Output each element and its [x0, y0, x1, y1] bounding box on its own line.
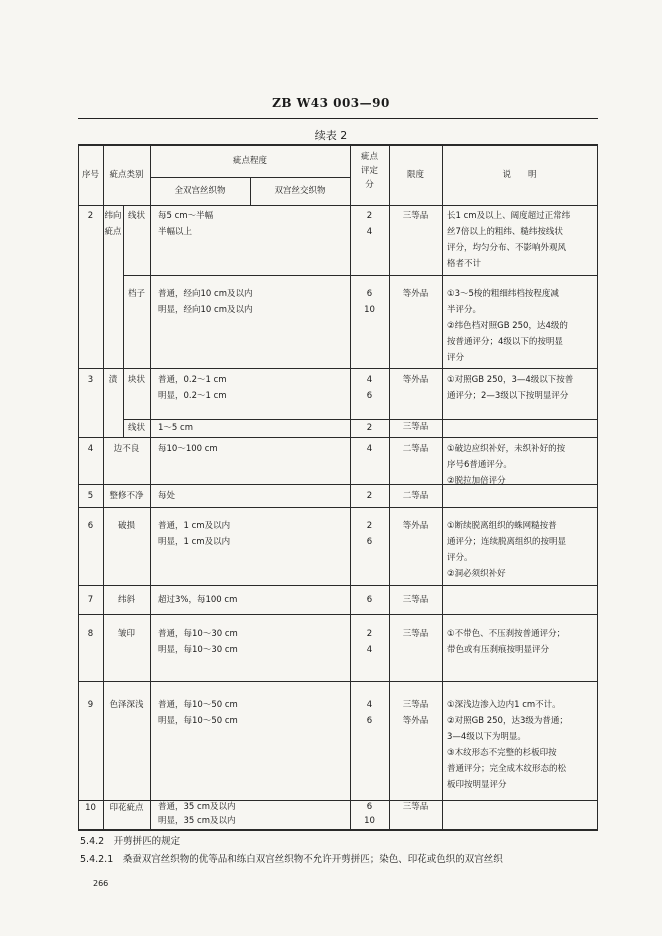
row2-bar-limit: 等外品	[402, 289, 429, 299]
row9-note-5: 普通评分；完全成木纹形态的松	[447, 764, 567, 774]
row3-block-score-1: 4	[366, 375, 373, 385]
row7-score: 6	[366, 595, 373, 605]
header-score	[350, 150, 389, 192]
row-line	[78, 437, 598, 438]
row4-seq: 4	[87, 444, 94, 454]
row2-bar-degree-2: 明显，经向10 cm及以内	[158, 305, 253, 315]
row9-note-6: 板印按明显评分	[447, 780, 507, 790]
row2-category-line2: 疵点	[104, 227, 122, 237]
row7-limit: 三等品	[402, 595, 429, 605]
row-line	[78, 507, 598, 508]
row8-note	[447, 626, 565, 658]
row2-split-line	[123, 275, 598, 276]
row6-limit: 等外品	[402, 521, 429, 531]
row4-note-3: ②脱拉加倍评分	[447, 476, 506, 486]
row2-linear-note-4: 格者不计	[447, 259, 482, 269]
row9-note-2: ②对照GB 250，达3级为普通；	[447, 716, 568, 726]
row6-note-1: ①断续脱离组织的蛛网糙按普	[447, 521, 557, 531]
row2-bar-note-2: 半评分。	[447, 305, 482, 315]
header-note: 说 明	[502, 169, 537, 180]
header-score-line3: 分	[365, 180, 374, 190]
row8-score	[350, 626, 389, 658]
row2-bar-score-2: 10	[364, 305, 375, 315]
row2-bar-score	[350, 286, 389, 318]
row3-block-limit: 等外品	[402, 375, 429, 385]
row8-seq: 8	[87, 629, 94, 639]
row2-linear-score-1: 2	[366, 211, 373, 221]
row3-block-score-2: 6	[366, 391, 373, 401]
row6-degree-1: 普通，1 cm及以内	[158, 521, 231, 531]
row2-bar-note-1: ①3～5梭的粗细纬档按程度减	[447, 289, 559, 299]
row4-degree: 每10～100 cm	[158, 444, 218, 454]
table-bottom-border	[78, 829, 598, 831]
header-rule	[78, 118, 598, 119]
seq-col-line	[103, 144, 104, 830]
row9-note	[447, 697, 568, 793]
row2-sub-linear: 线状	[127, 211, 145, 221]
row2-bar-degree-1: 普通，经向10 cm及以内	[158, 289, 253, 299]
row-line	[78, 681, 598, 682]
row6-note-2: 通评分；连续脱离组织的按明显	[447, 537, 567, 547]
category-col-line	[150, 144, 151, 830]
row2-linear-note	[447, 208, 570, 272]
header-limit: 限度	[406, 169, 424, 180]
row-line	[78, 585, 598, 586]
row9-degree-2: 明显，每10～50 cm	[158, 716, 238, 726]
row10-score	[350, 800, 389, 828]
row9-degree-1: 普通，每10～50 cm	[158, 700, 238, 710]
table-left-border	[78, 144, 79, 830]
row9-note-1: ①深浅边渗入边内1 cm不计。	[447, 700, 561, 710]
row2-linear-degree-2: 半幅以上	[158, 227, 193, 237]
row2-linear-note-1: 长1 cm及以上、阔度超过正常纬	[447, 211, 571, 221]
row6-note	[447, 518, 566, 582]
row2-linear-score-2: 4	[366, 227, 373, 237]
row4-category: 边不良	[113, 444, 140, 454]
row5-limit: 二等品	[402, 491, 429, 501]
row2-bar-score-1: 6	[366, 289, 373, 299]
row3-block-score	[350, 372, 389, 404]
row2-sub-bar: 档子	[127, 289, 145, 299]
row10-degree	[158, 800, 235, 828]
section-5-4-2: 5.4.2 开剪拼匹的规定	[80, 836, 181, 847]
row10-score-1: 6	[366, 802, 373, 812]
row2-linear-score	[350, 208, 389, 240]
row4-note	[447, 441, 565, 489]
row6-degree	[158, 518, 230, 550]
row9-score	[350, 697, 389, 729]
header-seq: 序号	[81, 169, 99, 180]
row3-category: 渍	[108, 375, 118, 385]
row2-linear-note-3: 评分，均匀分布、不影响外观风	[447, 243, 567, 253]
row3-block-degree	[158, 372, 227, 404]
row10-degree-1: 普通，35 cm及以内	[158, 802, 236, 812]
row6-category: 破损	[117, 521, 135, 531]
row5-score: 2	[366, 491, 373, 501]
row8-degree	[158, 626, 238, 658]
row5-category: 整修不净	[109, 491, 144, 501]
row-line	[78, 614, 598, 615]
row8-category: 皱印	[117, 629, 135, 639]
row9-note-4: ③木纹形态不完整的杉板印按	[447, 748, 557, 758]
row2-seq: 2	[87, 211, 94, 221]
row3-sub-line: 线状	[127, 423, 145, 433]
row5-degree: 每处	[158, 491, 176, 501]
row4-note-1: ①破边应织补好，未织补好的按	[447, 444, 566, 454]
row2-bar-note-5: 评分	[447, 353, 465, 363]
header-bottom-line	[78, 205, 598, 206]
standard-code: ZB W43 003—90	[272, 96, 390, 110]
row3-line-score: 2	[366, 423, 373, 433]
header-score-line1: 疵点	[360, 152, 378, 162]
header-degree-full-double: 全双宫丝织物	[174, 186, 226, 196]
row8-note-1: ①不带色、不压刹按普通评分；	[447, 629, 566, 639]
row7-seq: 7	[87, 595, 94, 605]
row9-limit	[389, 697, 442, 729]
row6-seq: 6	[87, 521, 94, 531]
row9-note-3: 3—4级以下为明显。	[447, 732, 526, 742]
row9-category: 色泽深浅	[109, 700, 144, 710]
row8-note-2: 带色或有压刹痕按明显评分	[447, 645, 550, 655]
row3-line-degree: 1～5 cm	[158, 423, 193, 433]
row3-sub-block: 块状	[127, 375, 145, 385]
table-caption: 续表 2	[314, 129, 348, 142]
row9-limit-1: 三等品	[402, 700, 429, 710]
row3-block-degree-2: 明显，0.2～1 cm	[158, 391, 227, 401]
subcat-col-line	[123, 205, 124, 437]
row2-linear-limit: 三等品	[402, 211, 429, 221]
header-degree-interwoven: 双宫丝交织物	[274, 186, 326, 196]
row8-score-1: 2	[366, 629, 373, 639]
row10-score-2: 10	[364, 816, 375, 826]
row2-bar-note-4: 按普通评分；4级以下的按明显	[447, 337, 563, 347]
row3-block-degree-1: 普通，0.2～1 cm	[158, 375, 227, 385]
row10-category: 印花疵点	[109, 803, 144, 813]
limit-col-line	[442, 144, 443, 830]
row-line	[78, 800, 598, 801]
row3-block-note-2: 通评分；2—3级以下按明显评分	[447, 391, 569, 401]
row6-score	[350, 518, 389, 550]
row-line	[78, 368, 598, 369]
row2-category	[103, 208, 123, 240]
table-right-border	[597, 144, 598, 830]
header-score-line2: 评定	[360, 166, 378, 176]
row9-score-2: 6	[366, 716, 373, 726]
row3-line-limit: 三等品	[402, 422, 429, 432]
row2-linear-degree-1: 每5 cm～半幅	[158, 211, 214, 221]
row6-score-1: 2	[366, 521, 373, 531]
row3-block-note-1: ①对照GB 250，3—4级以下按普	[447, 375, 574, 385]
row6-degree-2: 明显，1 cm及以内	[158, 537, 231, 547]
page-number: 266	[93, 879, 109, 888]
row10-seq: 10	[85, 803, 96, 813]
row2-linear-note-2: 丝7倍以上的粗纬、糙纬按线状	[447, 227, 563, 237]
header-degree: 疵点程度	[232, 155, 267, 166]
row2-bar-degree	[158, 286, 252, 318]
row3-block-note	[447, 372, 573, 404]
row7-category: 纬斜	[117, 595, 135, 605]
row4-limit: 二等品	[402, 444, 429, 454]
header-category: 疵点类别	[109, 169, 144, 180]
row2-linear-degree	[158, 208, 213, 240]
row9-seq: 9	[87, 700, 94, 710]
row2-bar-note	[447, 286, 568, 366]
row9-degree	[158, 697, 238, 729]
row6-note-3: 评分。	[447, 553, 473, 563]
row8-limit: 三等品	[402, 629, 429, 639]
row7-degree: 超过3%，每100 cm	[158, 595, 238, 605]
row10-limit: 三等品	[402, 802, 429, 812]
row8-degree-2: 明显，每10～30 cm	[158, 645, 238, 655]
row2-category-line1: 纬向	[104, 211, 122, 221]
row5-seq: 5	[87, 491, 94, 501]
row3-seq: 3	[87, 375, 94, 385]
row8-degree-1: 普通，每10～30 cm	[158, 629, 238, 639]
row9-score-1: 4	[366, 700, 373, 710]
row6-score-2: 6	[366, 537, 373, 547]
section-5-4-2-1: 5.4.2.1 桑蚕双宫丝织物的优等品和练白双宫丝织物不允许开剪拼匹；染色、印花或色织的双宫丝织	[80, 854, 503, 865]
row8-score-2: 4	[366, 645, 373, 655]
row4-note-2: 序号6普通评分。	[447, 460, 512, 470]
row6-note-4: ②洞必须织补好	[447, 569, 506, 579]
row10-degree-2: 明显，35 cm及以内	[158, 816, 236, 826]
row2-bar-note-3: ②纬色档对照GB 250，达4级的	[447, 321, 568, 331]
row4-score: 4	[366, 444, 373, 454]
row9-limit-2: 等外品	[402, 716, 429, 726]
